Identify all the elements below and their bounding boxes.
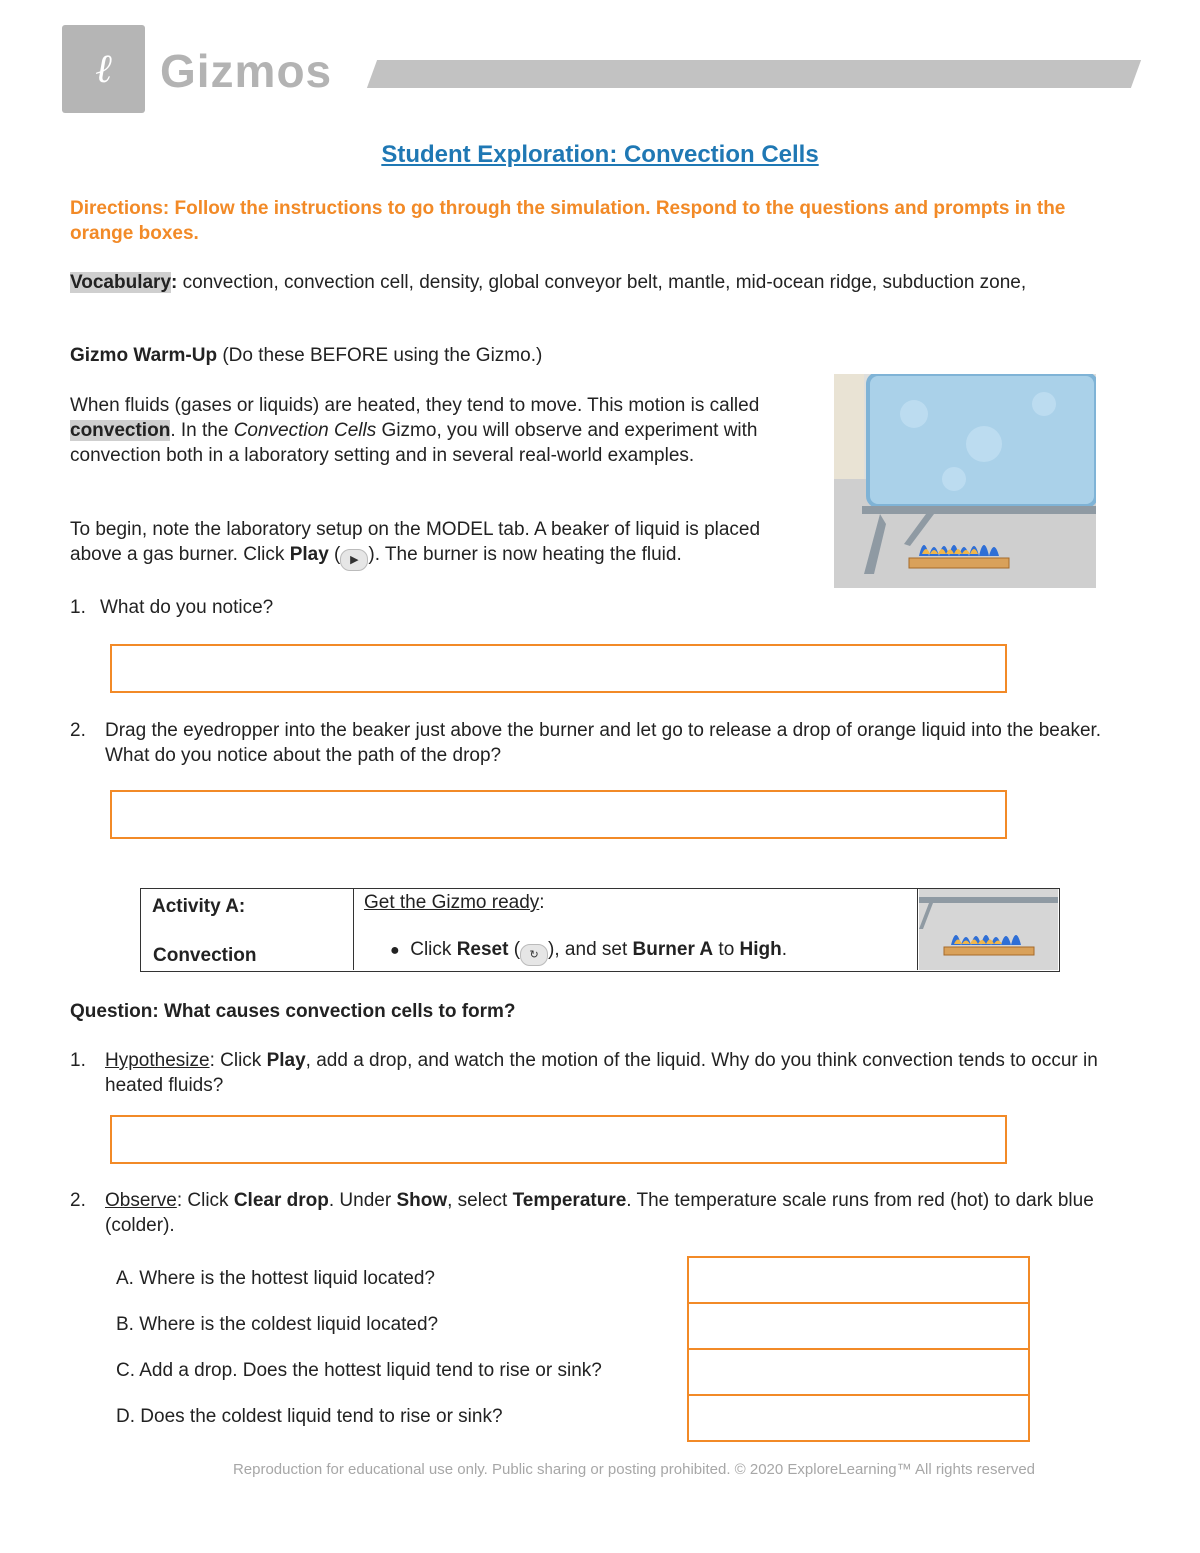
activity-instructions-cell [354, 889, 918, 970]
question-heading: Question: What causes convection cells to form? [70, 1001, 516, 1022]
directions: Directions: Follow the instructions to go through the simulation. Respond to the questions and prompts in the orange boxes. [70, 198, 1066, 244]
activity-name: Convection [153, 945, 257, 966]
vocabulary: Vocabulary: convection, convection cell, density, global conveyor belt, mantle, mid-ocean ridge, subduction zone, [70, 272, 1027, 293]
footer-copyright: Reproduction for educational use only. Public sharing or posting prohibited. © 2020 ExploreLearning™ All rights reserved [232, 1461, 1036, 1478]
reset-instruction: ● Click Reset ( ↻ ), and set Burner A to High. [390, 939, 787, 966]
answer-box-2c[interactable] [687, 1348, 1030, 1396]
answer-box-2d[interactable] [687, 1394, 1030, 1442]
question-1: 1. Hypothesize: Click Play, add a drop, and watch the motion of the liquid. Why do you think convection tends to occur in heated fluids? [70, 1050, 1098, 1096]
activity-table [140, 888, 1060, 972]
answer-box-2b[interactable] [687, 1302, 1030, 1350]
warmup-q2: 2. Drag the eyedropper into the beaker just above the burner and let go to release a drop of orange liquid into the beaker. What do you notice about the path of the drop? [70, 720, 1102, 766]
answer-box-warmup-1[interactable] [110, 644, 1007, 693]
reset-icon: ↻ [520, 944, 548, 966]
vocabulary-label: Vocabulary [70, 272, 172, 293]
activity-label-cell [141, 889, 354, 970]
warmup-heading: Gizmo Warm-Up (Do these BEFORE using the Gizmo.) [70, 345, 543, 366]
activity-label: Activity A: [152, 896, 246, 917]
question-2: 2. Observe: Click Clear drop. Under Show, select Temperature. The temperature scale runs from red (hot) to dark blue (colder). [70, 1190, 1094, 1236]
warmup-paragraph-1: When fluids (gases or liquids) are heated, they tend to move. This motion is called convection. In the Convection Cells Gizmo, you will observe and experiment with convection both in a laboratory setting and in several real-world examples. [70, 395, 760, 466]
sub-question-c: C. Add a drop. Does the hottest liquid tend to rise or sink? [116, 1360, 602, 1381]
activity-thumbnail [919, 889, 1058, 970]
get-ready-label: Get the Gizmo ready: [364, 892, 545, 913]
sub-question-b: B. Where is the coldest liquid located? [116, 1314, 439, 1335]
answer-box-question-1[interactable] [110, 1115, 1007, 1164]
beaker-burner-image [834, 374, 1096, 588]
answer-box-warmup-2[interactable] [110, 790, 1007, 839]
play-icon: ▶ [340, 549, 368, 571]
gizmos-brand: Gizmos [160, 45, 333, 97]
header-bar [367, 60, 1141, 88]
sub-question-d: D. Does the coldest liquid tend to rise or sink? [116, 1406, 503, 1427]
sub-question-a: A. Where is the hottest liquid located? [116, 1268, 435, 1289]
warmup-q1: 1. What do you notice? [70, 597, 274, 618]
page-title: Student Exploration: Convection Cells [381, 141, 819, 168]
warmup-paragraph-2: To begin, note the laboratory setup on the MODEL tab. A beaker of liquid is placed above a gas burner. Click Play ( ▶ ). The burner is now heating the fluid. [70, 517, 805, 571]
gizmos-logo-mark: ℓ [62, 25, 145, 113]
answer-box-2a[interactable] [687, 1256, 1030, 1304]
